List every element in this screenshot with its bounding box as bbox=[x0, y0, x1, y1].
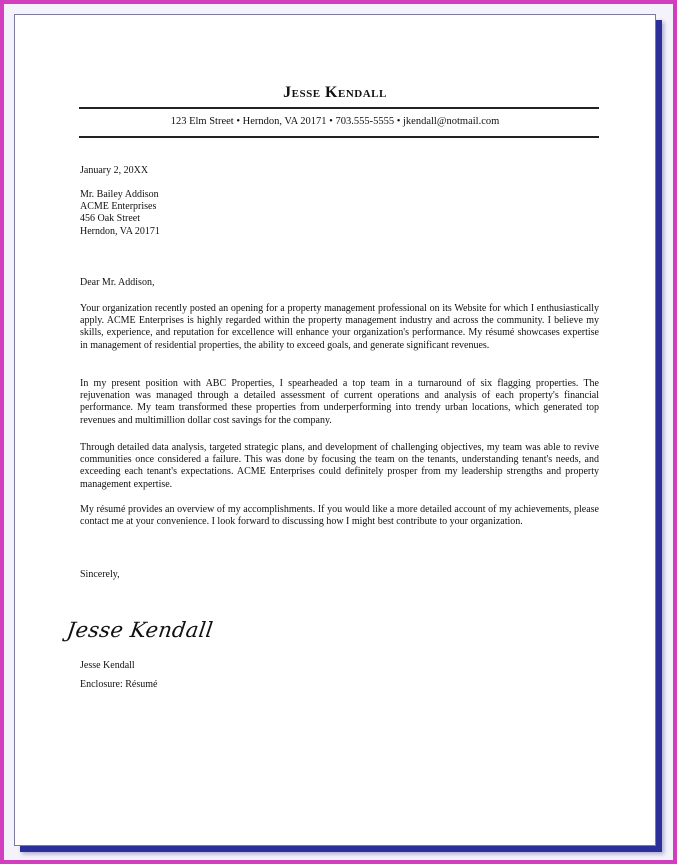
recipient-address bbox=[80, 189, 599, 238]
recipient-name: Mr. Bailey Addison bbox=[80, 189, 159, 200]
handwritten-signature: Jesse Kendall bbox=[65, 618, 215, 642]
salutation: Dear Mr. Addison, bbox=[80, 277, 155, 288]
letter-page bbox=[14, 14, 656, 846]
signer-name: Jesse Kendall bbox=[80, 660, 135, 671]
letterhead-contact: 123 Elm Street • Herndon, VA 20171 • 703.555-5555 • jkendall@notmail.com bbox=[170, 116, 500, 127]
paragraph-4: My résumé provides an overview of my accomplishments. If you would like a more detailed account of my achievements, please contact me at your convenience. I look forward to discussing how I might best contribute to your organization. bbox=[80, 504, 599, 528]
recipient-street: 456 Oak Street bbox=[80, 213, 140, 225]
letterhead-bottom-rule bbox=[79, 136, 599, 138]
enclosure-note: Enclosure: Résumé bbox=[80, 679, 158, 690]
recipient-company: ACME Enterprises bbox=[80, 201, 157, 213]
letterhead-top-rule bbox=[79, 107, 599, 109]
letter-date: January 2, 20XX bbox=[80, 165, 149, 176]
paragraph-1: Your organization recently posted an opening for a property management professional on its Website for which I enthusiastically apply. ACME Enterprises is highly regarded within the property management industry and across the community. I believe my skills, experience, and reputation for excellence will enhance your organization's performance. My résumé showcases expertise in management of residential properties, the ability to exceed goals, and generate significant revenues. bbox=[80, 303, 599, 351]
closing: Sincerely, bbox=[80, 569, 120, 580]
paragraph-3: Through detailed data analysis, targeted strategic plans, and development of challenging objectives, my team was able to revive communities once considered a failure. This was done by focusing the team on the tenants, understanding tenant's needs, and exceeding each tenant's expectations. ACME Enterprises could definitely prosper from my leadership strengths and property management expertise. bbox=[80, 442, 599, 490]
recipient-city: Herndon, VA 20171 bbox=[80, 225, 160, 237]
paragraph-2: In my present position with ABC Properties, I spearheaded a top team in a turnaround of six flagging properties. The rejuvenation was managed through a detailed assessment of current operations and analysis of each property's financial performance. My team transformed these properties from underperforming into trendy urban locations, which generated top revenues and multimillion dollar cost savings for the company. bbox=[80, 378, 599, 426]
letterhead-name: Jesse Kendall bbox=[283, 84, 387, 101]
